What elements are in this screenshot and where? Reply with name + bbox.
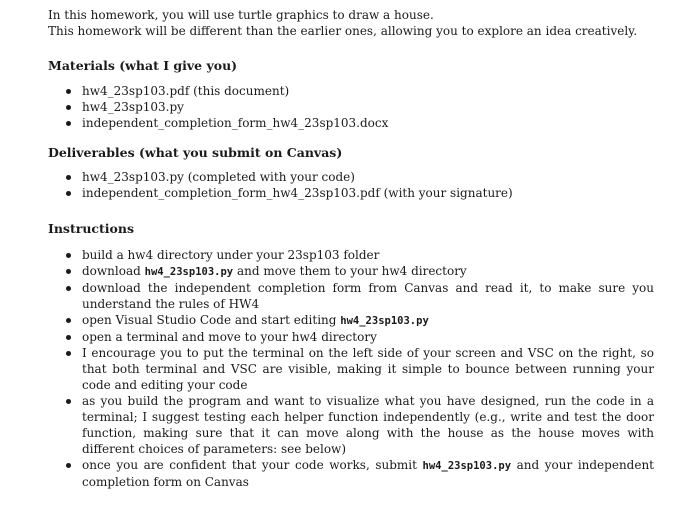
filename-code: hw4_23sp103.py <box>422 460 512 472</box>
instructions-list <box>62 247 654 490</box>
filename-code: hw4_23sp103.py <box>144 266 234 278</box>
list-item: download the independent completion form from Canvas and read it, to make sure you understand the rules of HW4 <box>62 280 654 312</box>
deliverables-heading: Deliverables (what you submit on Canvas) <box>48 145 343 160</box>
list-item <box>62 457 654 490</box>
text: and your independent completion form on Canvas <box>82 458 655 489</box>
materials-heading: Materials (what I give you) <box>48 58 238 73</box>
text: and move them to your hw4 directory <box>233 264 467 278</box>
intro-line-2: This homework will be different than the earlier ones, allowing you to explore an idea creatively. <box>48 24 638 38</box>
list-item: independent_completion_form_hw4_23sp103.docx <box>62 115 654 131</box>
list-item <box>62 263 654 280</box>
list-item: hw4_23sp103.pdf (this document) <box>62 83 654 99</box>
text: once you are confident that your code works, submit <box>82 458 423 472</box>
intro-line-1: In this homework, you will use turtle graphics to draw a house. <box>48 8 434 22</box>
filename-code: hw4_23sp103.py <box>340 315 429 327</box>
list-item: build a hw4 directory under your 23sp103 folder <box>62 247 654 263</box>
list-item: independent_completion_form_hw4_23sp103.pdf (with your signature) <box>62 185 654 201</box>
list-item: hw4_23sp103.py <box>62 99 654 115</box>
list-item <box>62 312 654 329</box>
intro <box>48 7 678 39</box>
list-item: hw4_23sp103.py (completed with your code) <box>62 169 654 185</box>
list-item: open a terminal and move to your hw4 directory <box>62 329 654 345</box>
text: download <box>82 264 145 278</box>
instructions-heading: Instructions <box>48 221 135 236</box>
list-item: I encourage you to put the terminal on the left side of your screen and VSC on the right, so that both terminal and VSC are visible, making it simple to bounce between running your code and editing your code <box>62 345 654 393</box>
text: open Visual Studio Code and start editing <box>82 313 341 327</box>
materials-list <box>62 83 654 131</box>
deliverables-list <box>62 169 654 201</box>
list-item: as you build the program and want to visualize what you have designed, run the code in a terminal; I suggest testing each helper function independently (e.g., write and test the door function, making sure that it can move along with the house as the house moves with different choices of parameters: see below) <box>62 393 654 457</box>
